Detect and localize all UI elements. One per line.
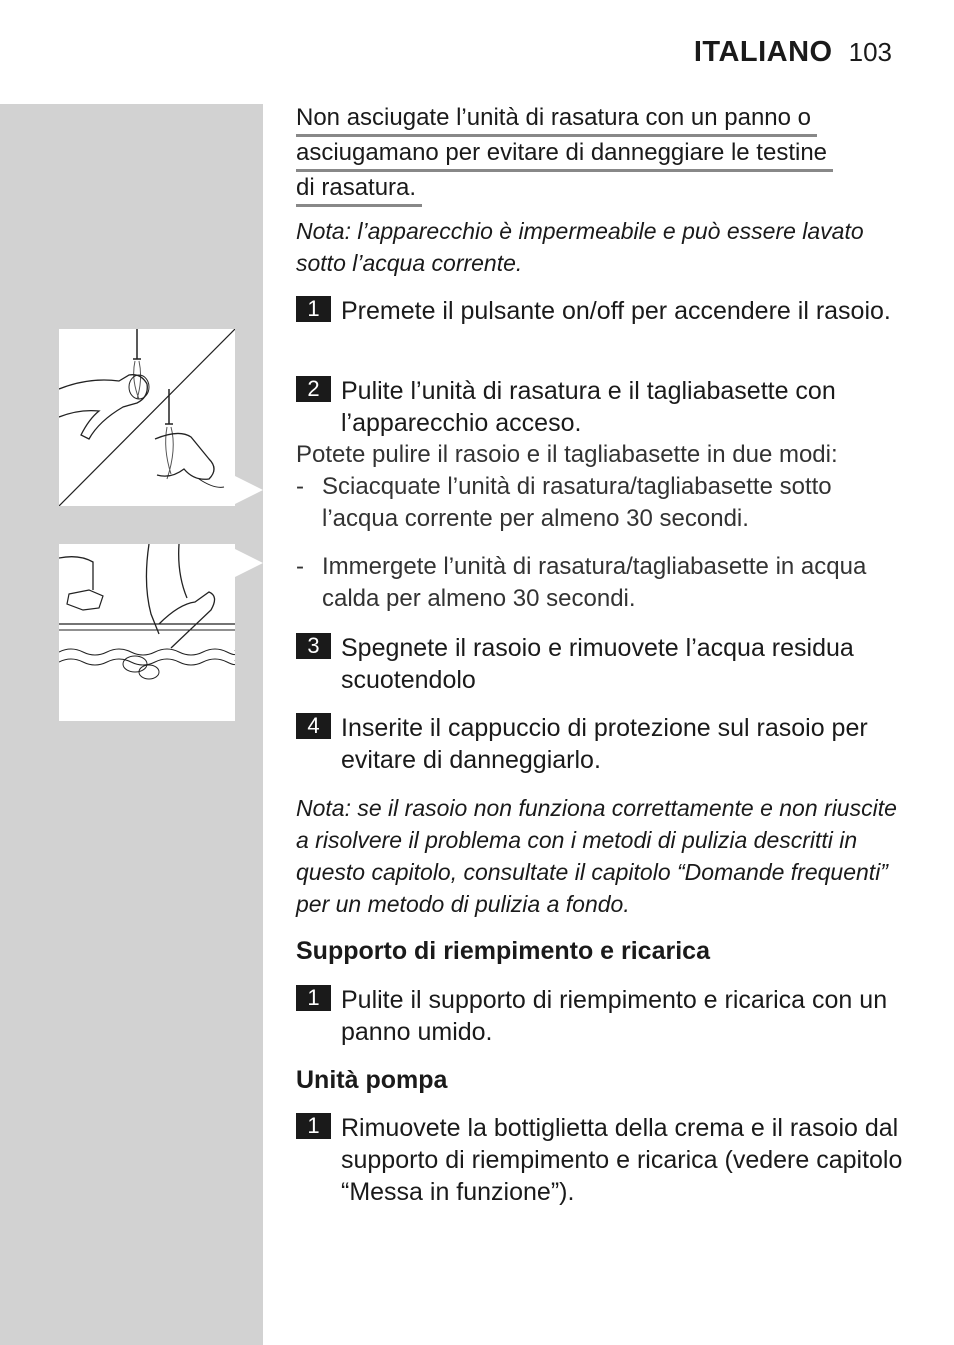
step-text: Rimuovete la bottiglietta della crema e il rasoio dal supporto di riempimento e ricarica (vedere capitolo “Messa in funzione”).: [341, 1114, 903, 1206]
illustration-pointer: [235, 476, 263, 504]
step-number: 1: [296, 985, 331, 1011]
sidebar-panel: [0, 104, 263, 1345]
bullet-dash: -: [296, 473, 304, 500]
step-3: [296, 632, 906, 696]
step-text: Pulite l’unità di rasatura e il tagliabasette con l’apparecchio acceso.: [341, 377, 836, 437]
section-language: ITALIANO: [693, 36, 833, 68]
bullet-text: Immergete l’unità di rasatura/tagliabasette in acqua calda per almeno 30 secondi.: [322, 553, 867, 612]
bullet-item: [296, 551, 906, 615]
warning-line: Non asciugate l’unità di rasatura con un panno o: [296, 102, 817, 137]
immerse-in-water-illustration: [59, 544, 235, 721]
step-text: Inserite il cappuccio di protezione sul rasoio per evitare di danneggiarlo.: [341, 714, 868, 774]
section-heading: Supporto di riempimento e ricarica: [296, 937, 710, 965]
warning-line: di rasatura.: [296, 172, 422, 207]
step-1: [296, 1112, 906, 1208]
step-4: [296, 712, 906, 776]
note-waterproof: Nota: l’apparecchio è impermeabile e può essere lavato sotto l’acqua corrente.: [296, 218, 864, 276]
step-number: 1: [296, 1113, 331, 1139]
page-header: [694, 36, 892, 69]
step-number: 1: [296, 296, 331, 322]
step-2: [296, 375, 906, 439]
warning-line: asciugamano per evitare di danneggiare le testine: [296, 137, 833, 172]
step-text: Spegnete il rasoio e rimuovete l’acqua residua scuotendolo: [341, 634, 854, 694]
step-text: Premete il pulsante on/off per accendere il rasoio.: [341, 297, 891, 325]
step-1: [296, 984, 906, 1048]
step-number: 2: [296, 376, 331, 402]
note-troubleshooting: Nota: se il rasoio non funziona correttamente e non riuscite a risolvere il problema con i metodi di pulizia descritti in questo capitolo, consultate il capitolo “Domande frequenti” per un metodo di pulizia a fondo.: [296, 795, 897, 917]
step-text: Pulite il supporto di riempimento e ricarica con un panno umido.: [341, 986, 888, 1046]
bullet-text: Sciacquate l’unità di rasatura/tagliabasette sotto l’acqua corrente per almeno 30 secondi.: [322, 473, 832, 532]
illustration-pointer: [235, 549, 263, 577]
rinse-under-tap-illustration: [59, 329, 235, 506]
warning-block: [296, 102, 876, 207]
immerse-drawing: [59, 544, 235, 721]
step-number: 3: [296, 633, 331, 659]
bullet-dash: -: [296, 553, 304, 580]
cleaning-intro: Potete pulire il rasoio e il tagliabasette in due modi:: [296, 441, 838, 468]
section-heading: Unità pompa: [296, 1066, 448, 1094]
step-number: 4: [296, 713, 331, 739]
page-number: 103: [848, 37, 892, 67]
rinse-drawing: [59, 329, 235, 506]
step-1: [296, 295, 906, 327]
bullet-item: [296, 471, 906, 535]
